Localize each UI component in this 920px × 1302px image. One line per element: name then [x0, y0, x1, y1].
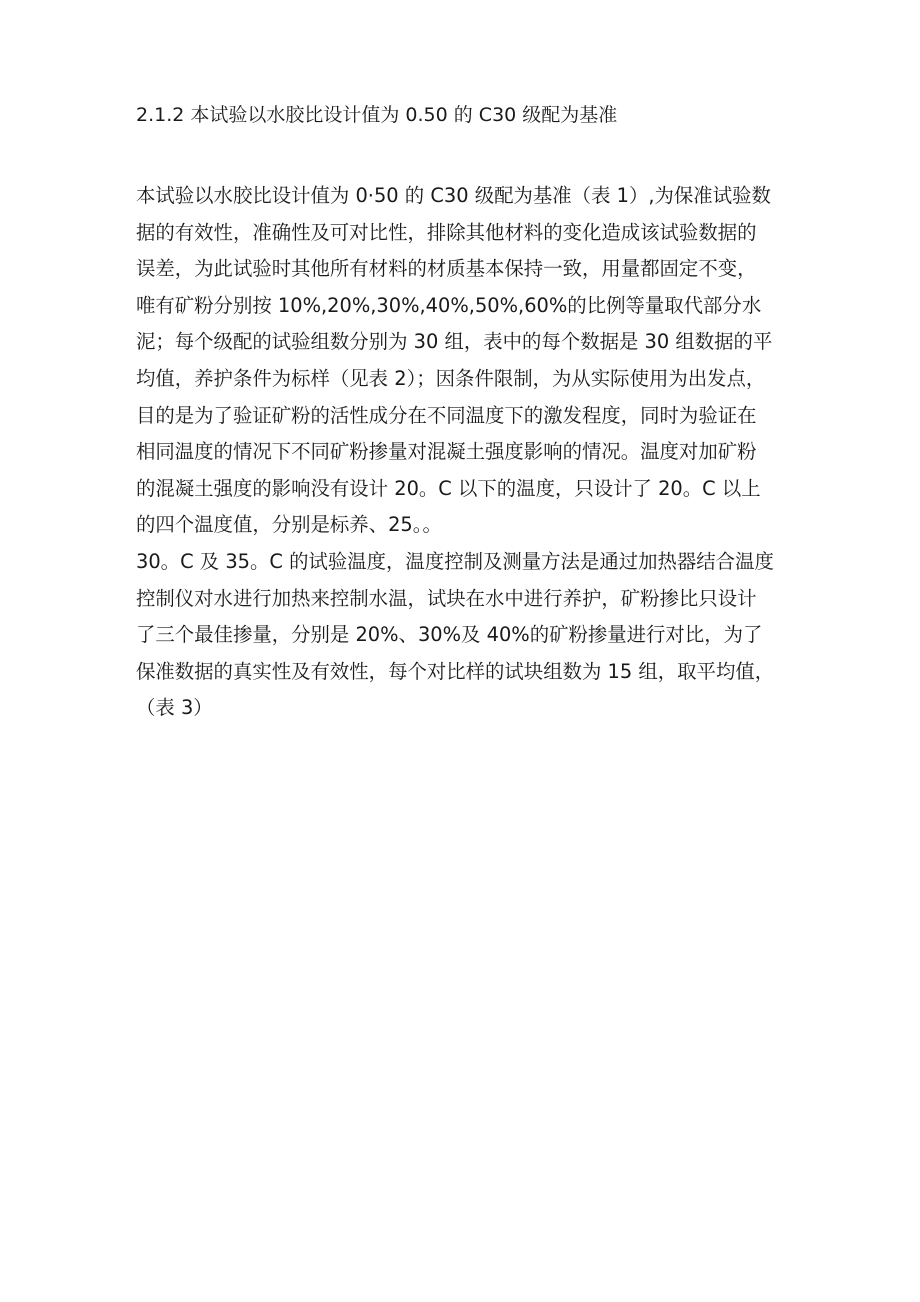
- section-heading: 2.1.2 本试验以水胶比设计值为 0.50 的 C30 级配为基准: [136, 104, 618, 126]
- text-line: 唯有矿粉分别按 10%,20%,30%,40%,50%,60%的比例等量取代部分水: [136, 293, 762, 317]
- text-line: 相同温度的情况下不同矿粉掺量对混凝土强度影响的情况。温度对加矿粉: [136, 440, 757, 464]
- text-line: 的混凝土强度的影响没有设计 20。C 以下的温度，只设计了 20。C 以上: [136, 476, 761, 500]
- text-line: 目的是为了验证矿粉的活性成分在不同温度下的激发程度，同时为验证在: [136, 403, 757, 427]
- text-line: 保准数据的真实性及有效性，每个对比样的试块组数为 15 组，取平均值，: [136, 659, 775, 683]
- text-line: （表 3）: [136, 696, 213, 720]
- text-line: 的四个温度值，分别是标养、25。。: [136, 513, 442, 537]
- text-line: 本试验以水胶比设计值为 0·50 的 C30 级配为基准（表 1）,为保准试验数: [136, 184, 771, 207]
- text-line: 30。C 及 35。C 的试验温度，温度控制及测量方法是通过加热器结合温度: [136, 549, 774, 573]
- text-line: 控制仪对水进行加热来控制水温，试块在水中进行养护，矿粉掺比只设计: [136, 586, 757, 610]
- text-line: 均值，养护条件为标样（见表 2）；因条件限制，为从实际使用为出发点，: [136, 366, 766, 390]
- text-line: 误差，为此试验时其他所有材料的材质基本保持一致，用量都固定不变，: [136, 257, 757, 281]
- text-line: 了三个最佳掺量，分别是 20%、30%及 40%的矿粉掺量进行对比，为了: [136, 623, 763, 647]
- text-line: 泥；每个级配的试验组数分别为 30 组，表中的每个数据是 30 组数据的平: [136, 330, 773, 354]
- text-line: 据的有效性，准确性及可对比性，排除其他材料的变化造成该试验数据的: [136, 220, 757, 244]
- body-paragraph: [136, 178, 796, 727]
